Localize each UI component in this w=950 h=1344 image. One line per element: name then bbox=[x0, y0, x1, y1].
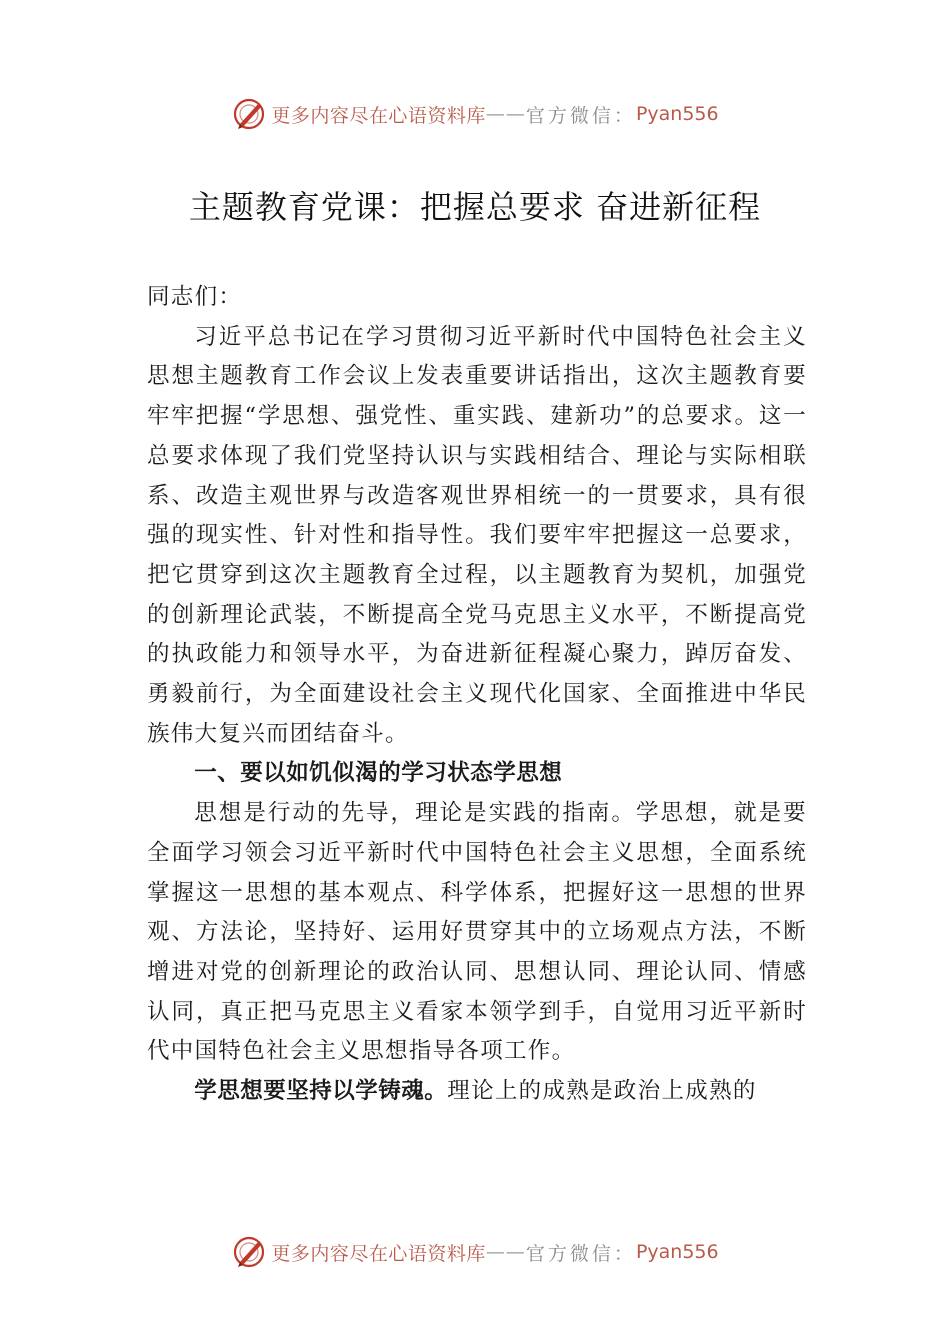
document-body bbox=[147, 278, 807, 1112]
point-lead: 学思想要坚持以学铸魂。 bbox=[194, 1078, 448, 1105]
watermark-id: Pyan556 bbox=[635, 1241, 719, 1263]
watermark-header bbox=[0, 94, 950, 134]
pen-logo-icon bbox=[231, 1234, 267, 1270]
point-body: 理论上的成熟是政治上成熟的 bbox=[447, 1078, 757, 1105]
watermark-label: 官方微信： bbox=[525, 104, 636, 127]
watermark-id: Pyan556 bbox=[635, 103, 719, 125]
watermark-separator: —— bbox=[485, 103, 526, 125]
point-paragraph bbox=[147, 1072, 807, 1112]
watermark-label: 官方微信： bbox=[525, 1242, 636, 1265]
salutation: 同志们： bbox=[147, 284, 243, 310]
pen-logo-icon bbox=[231, 96, 267, 132]
watermark-site: 更多内容尽在心语资料库 bbox=[271, 1242, 486, 1265]
section-paragraph: 思想是行动的先导，理论是实践的指南。学思想，就是要全面学习领会习近平新时代中国特色社会主义思想，全面系统掌握这一思想的基本观点、科学体系，把握好这一思想的世界观、方法论，坚持好、运用好贯穿其中的立场观点方法，不断增进对党的创新理论的政治认同、思想认同、理论认同、情感认同，真正把马克思主义看家本领学到手，自觉用习近平新时代中国特色社会主义思想指导各项工作。 bbox=[147, 800, 807, 1065]
watermark-separator: —— bbox=[485, 1241, 526, 1263]
watermark-site: 更多内容尽在心语资料库 bbox=[271, 104, 486, 127]
section-heading: 一、要以如饥似渴的学习状态学思想 bbox=[194, 760, 563, 787]
document-title: 主题教育党课：把握总要求 奋进新征程 bbox=[188, 188, 762, 226]
watermark-footer bbox=[0, 1232, 950, 1272]
intro-paragraph: 习近平总书记在学习贯彻习近平新时代中国特色社会主义思想主题教育工作会议上发表重要讲话指出，这次主题教育要牢牢把握“学思想、强党性、重实践、建新功”的总要求。这一总要求体现了我们党坚持认识与实践相结合、理论与实际相联系、改造主观世界与改造客观世界相统一的一贯要求，具有很强的现实性、针对性和指导性。我们要牢牢把握这一总要求，把它贯穿到这次主题教育全过程，以主题教育为契机，加强党的创新理论武装，不断提高全党马克思主义水平，不断提高党的执政能力和领导水平，为奋进新征程凝心聚力，踔厉奋发、勇毅前行，为全面建设社会主义现代化国家、全面推进中华民族伟大复兴而团结奋斗。 bbox=[147, 323, 807, 747]
